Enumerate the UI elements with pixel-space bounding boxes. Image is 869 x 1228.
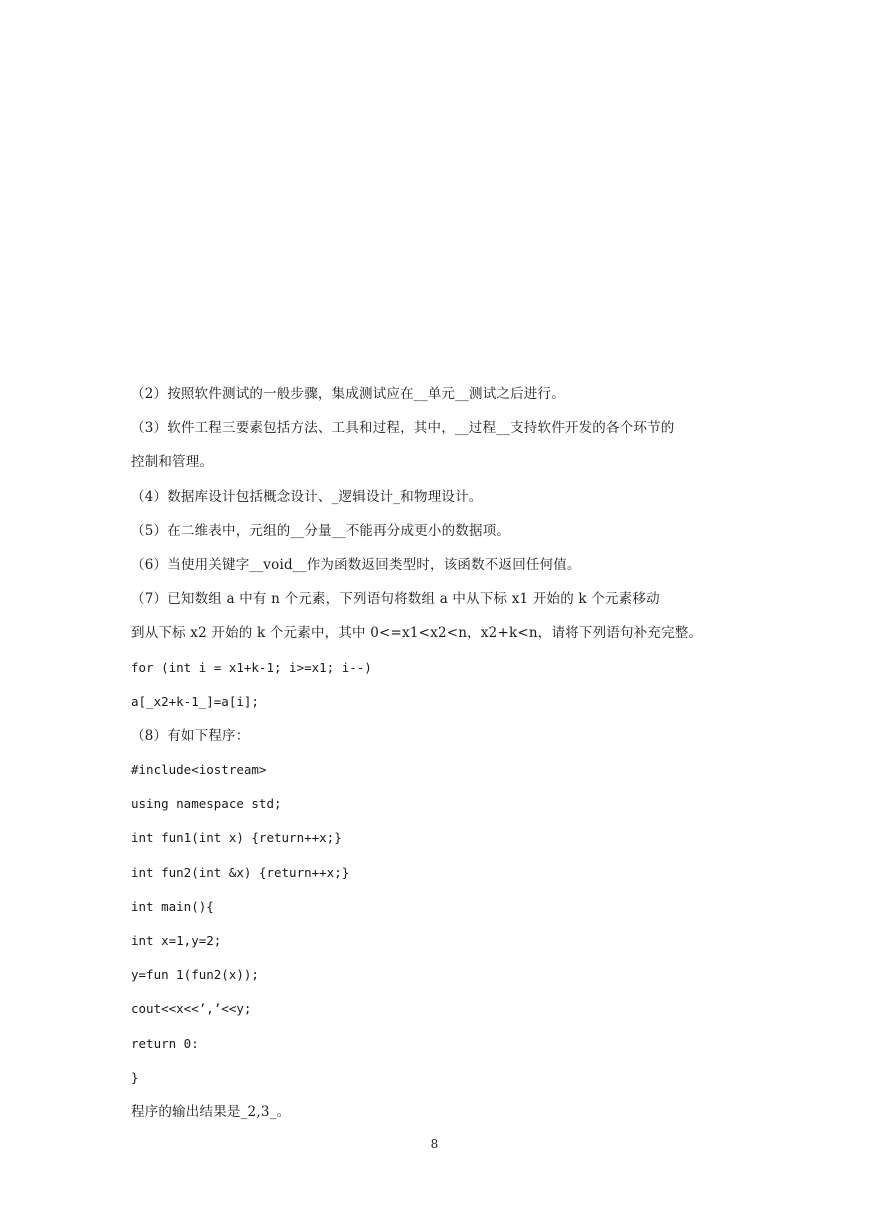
question-7-line-1: （7）已知数组 a 中有 n 个元素，下列语句将数组 a 中从下标 x1 开始的 k 个元素移动 — [131, 591, 660, 608]
question-5-line: （5）在二维表中，元组的__分量__不能再分成更小的数据项。 — [131, 522, 511, 539]
answer-line: 程序的输出结果是_2,3_。 — [131, 1103, 291, 1120]
question-7-line-2: 到从下标 x2 开始的 k 个元素中，其中 0<=x1<x2<n，x2+k<n，请将下列语句补充完整。 — [131, 625, 703, 642]
question-4-line: （4）数据库设计包括概念设计、_逻辑设计_和物理设计。 — [131, 488, 483, 505]
question-2-line: （2）按照软件测试的一般步骤，集成测试应在__单元__测试之后进行。 — [131, 386, 565, 402]
question-6-line: （6）当使用关键字__void__作为函数返回类型时，该函数不返回任何值。 — [131, 556, 581, 573]
code-line-main: int main(){ — [131, 898, 214, 914]
code-line-include: #include<iostream> — [131, 762, 267, 778]
question-8-line: （8）有如下程序： — [131, 727, 250, 744]
code-line-close-brace: } — [131, 1069, 139, 1085]
code-line-namespace: using namespace std; — [131, 796, 282, 812]
code-line-cout: cout<<x<<’,’<<y; — [131, 1001, 252, 1017]
code-line-decl: int x=1,y=2; — [131, 933, 222, 948]
page-number: 8 — [430, 1137, 439, 1151]
question-3-line-1: （3）软件工程三要素包括方法、工具和过程，其中，__过程__支持软件开发的各个环节的 — [131, 420, 675, 437]
code-line-call: y=fun 1(fun2(x)); — [131, 967, 259, 983]
page-body — [131, 377, 751, 1129]
code-line-fun2: int fun2(int &x) {return++x;} — [131, 864, 350, 880]
code-line-return: return 0: — [131, 1035, 199, 1051]
question-3-line-2: 控制和管理。 — [131, 454, 214, 471]
code-line-for: for (int i = x1+k-1; i>=x1; i--) — [131, 659, 372, 675]
code-line-assign: a[_x2+k-1_]=a[i]; — [131, 693, 259, 709]
code-line-fun1: int fun1(int x) {return++x;} — [131, 830, 342, 846]
